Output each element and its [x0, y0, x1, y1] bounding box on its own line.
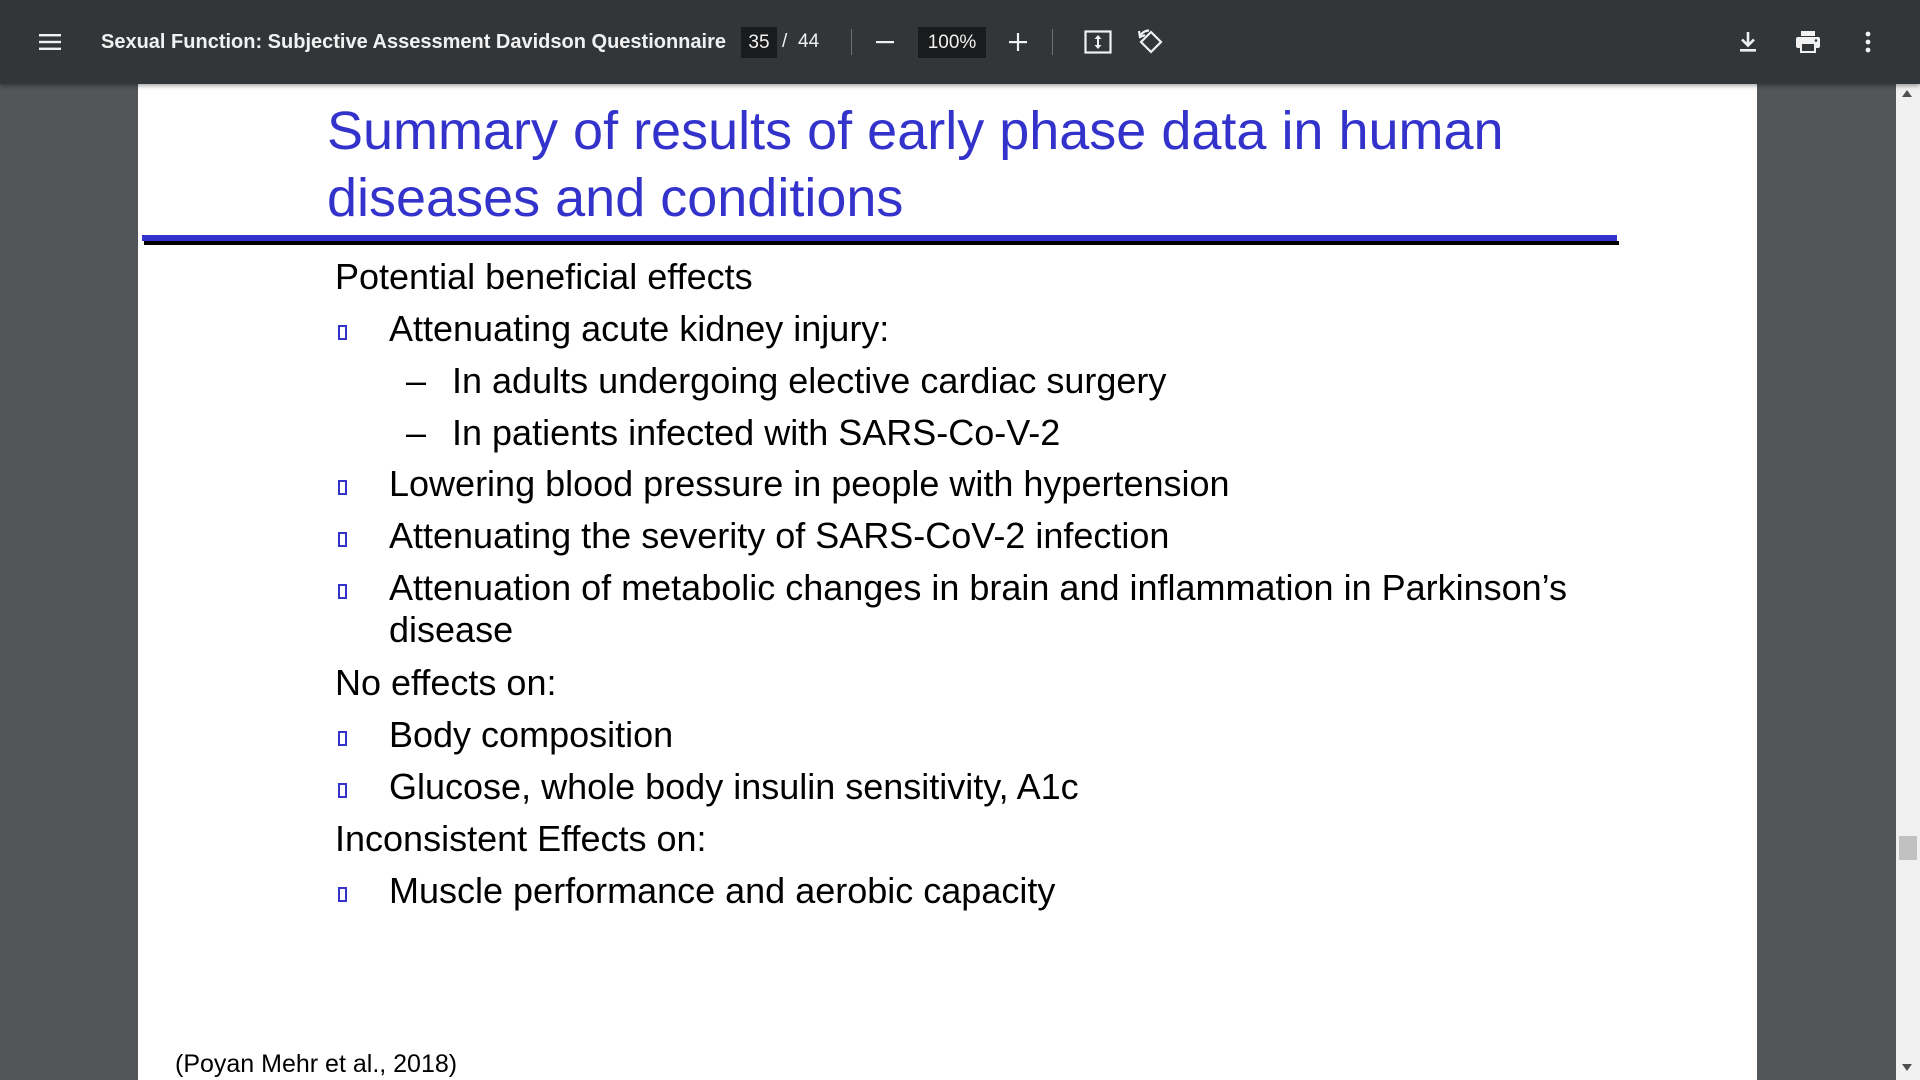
download-button[interactable]	[1728, 22, 1768, 62]
scroll-down-arrow-icon[interactable]	[1902, 1064, 1912, 1071]
bullet-item: Attenuation of metabolic changes in brain and inflammation in Parkinson’s disease	[389, 567, 1568, 650]
print-button[interactable]	[1788, 22, 1828, 62]
bullet-item: Glucose, whole body insulin sensitivity, A1c	[389, 766, 1079, 807]
bullet-square-icon	[338, 731, 347, 746]
section-heading: Inconsistent Effects on:	[335, 818, 707, 859]
zoom-out-button[interactable]	[865, 22, 905, 62]
vertical-scrollbar[interactable]	[1896, 84, 1920, 1080]
pdf-toolbar	[0, 0, 1920, 84]
zoom-level-input[interactable]	[918, 27, 986, 58]
sub-bullet-item: In adults undergoing elective cardiac surgery	[452, 360, 1167, 401]
pdf-viewer[interactable]	[0, 84, 1896, 1080]
scroll-up-arrow-icon[interactable]	[1902, 90, 1912, 97]
slide-title: Summary of results of early phase data in human diseases and conditions	[327, 101, 1504, 228]
sub-bullet-dash: –	[406, 412, 427, 453]
bullet-item: Lowering blood pressure in people with hypertension	[389, 463, 1230, 504]
bullet-square-icon	[338, 532, 347, 547]
bullet-item: Body composition	[389, 714, 674, 755]
scrollbar-thumb[interactable]	[1899, 836, 1917, 860]
document-title: Sexual Function: Subjective Assessment Davidson Questionnaire	[101, 30, 726, 53]
page-number-input[interactable]	[741, 27, 777, 58]
bullet-square-icon	[338, 480, 347, 495]
rotate-button[interactable]	[1131, 22, 1171, 62]
section-heading: Potential beneficial effects	[335, 256, 753, 297]
print-icon	[1795, 30, 1821, 54]
bullet-square-icon	[338, 325, 347, 340]
zoom-out-icon	[874, 31, 896, 53]
citation: (Poyan Mehr et al., 2018)	[175, 1050, 458, 1078]
bullet-square-icon	[338, 584, 347, 599]
more-options-icon	[1864, 30, 1872, 54]
sub-bullet-dash: –	[406, 360, 427, 401]
zoom-in-button[interactable]	[998, 22, 1038, 62]
rotate-icon	[1137, 28, 1165, 56]
fit-page-icon	[1084, 30, 1112, 54]
more-options-button[interactable]	[1848, 22, 1888, 62]
page-separator: /	[782, 31, 788, 52]
zoom-in-icon	[1007, 31, 1029, 53]
menu-button[interactable]	[30, 22, 70, 62]
bullet-item: Attenuating the severity of SARS-CoV-2 infection	[389, 515, 1170, 556]
menu-icon	[38, 30, 62, 54]
section-heading: No effects on:	[335, 662, 557, 703]
sub-bullet-item: In patients infected with SARS-Co-V-2	[452, 412, 1061, 453]
download-icon	[1736, 30, 1760, 54]
bullet-square-icon	[338, 783, 347, 798]
bullet-item: Attenuating acute kidney injury:	[389, 308, 890, 349]
slide-content	[138, 84, 1757, 1080]
pdf-page	[138, 84, 1757, 1080]
toolbar-divider	[851, 29, 852, 55]
toolbar-divider	[1052, 29, 1053, 55]
total-pages: 44	[798, 31, 820, 52]
bullet-square-icon	[338, 887, 347, 902]
fit-to-page-button[interactable]	[1078, 22, 1118, 62]
bullet-item: Muscle performance and aerobic capacity	[389, 870, 1056, 911]
